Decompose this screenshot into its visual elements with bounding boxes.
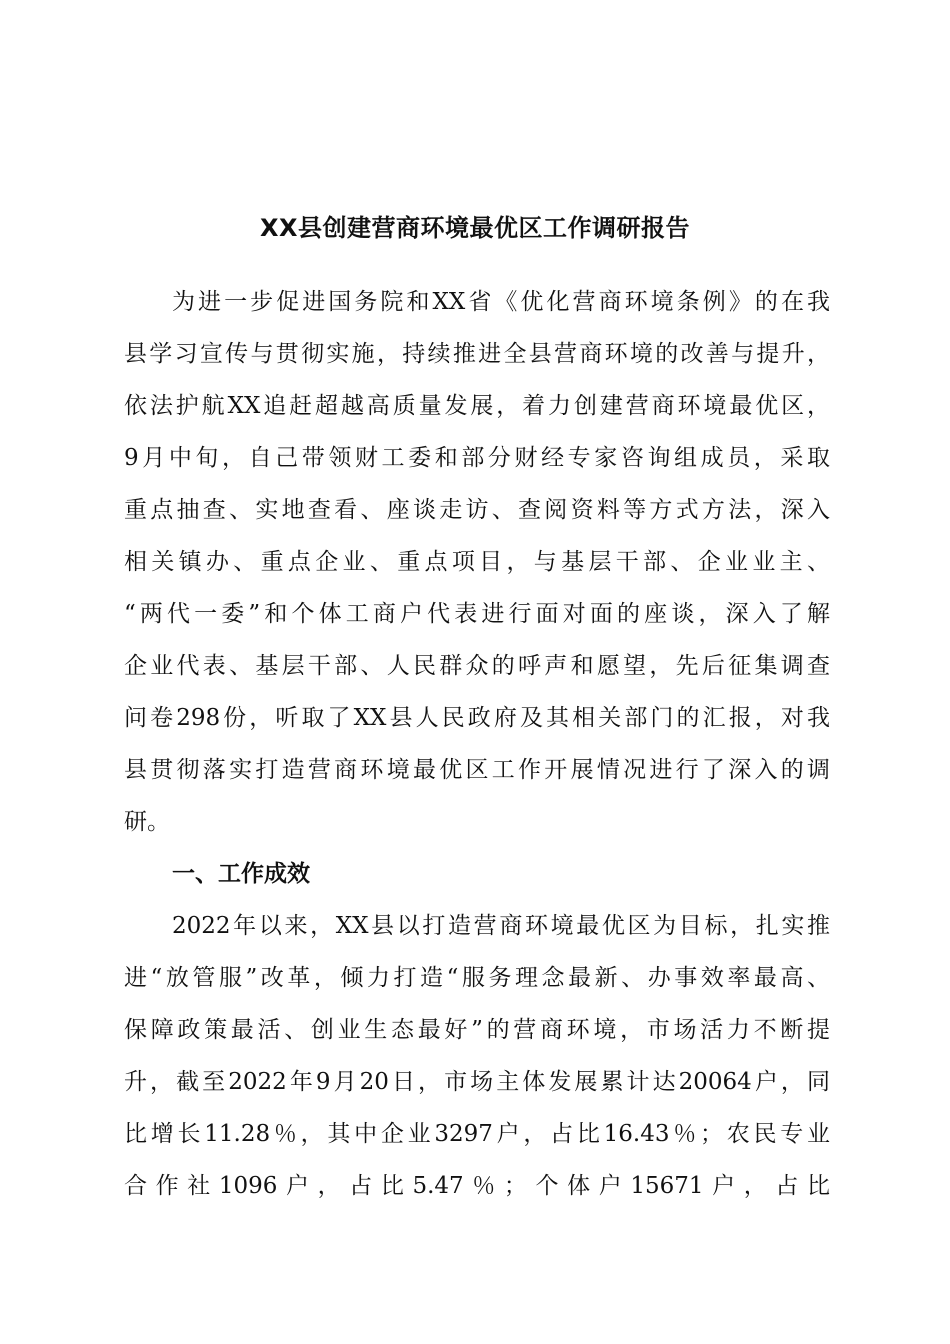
- intro-line-9: 问卷298份，听取了XX县人民政府及其相关部门的汇报，对我: [124, 705, 830, 731]
- document-title: XX县创建营商环境最优区工作调研报告: [259, 214, 690, 242]
- intro-line-11: 研。: [124, 809, 170, 835]
- intro-line-1: 为进一步促进国务院和XX省《优化营商环境条例》的在我: [172, 289, 830, 315]
- intro-line-3: 依法护航XX追赶超越高质量发展，着力创建营商环境最优区，: [124, 393, 830, 419]
- intro-line-5: 重点抽查、实地查看、座谈走访、查阅资料等方式方法，深入: [124, 497, 830, 523]
- intro-line-2: 县学习宣传与贯彻实施，持续推进全县营商环境的改善与提升，: [124, 341, 830, 367]
- section1-line-3: 保障政策最活、创业生态最好”的营商环境，市场活力不断提: [124, 1017, 830, 1043]
- section1-line-6: 合作社1096户，占比5.47％；个体户15671户，占比: [124, 1173, 830, 1199]
- intro-line-6: 相关镇办、重点企业、重点项目，与基层干部、企业业主、: [124, 549, 830, 575]
- intro-line-8: 企业代表、基层干部、人民群众的呼声和愿望，先后征集调查: [124, 653, 830, 679]
- section1-line-2: 进“放管服”改革，倾力打造“服务理念最新、办事效率最高、: [124, 965, 830, 991]
- intro-line-7: “两代一委”和个体工商户代表进行面对面的座谈，深入了解: [124, 601, 830, 627]
- intro-line-4: 9月中旬，自己带领财工委和部分财经专家咨询组成员，采取: [124, 445, 830, 471]
- section-heading: 一、工作成效: [172, 861, 310, 887]
- intro-line-10: 县贯彻落实打造营商环境最优区工作开展情况进行了深入的调: [124, 757, 830, 783]
- section1-line-5: 比增长11.28％，其中企业3297户，占比16.43％；农民专业: [124, 1121, 830, 1147]
- section1-line-1: 2022年以来，XX县以打造营商环境最优区为目标，扎实推: [172, 913, 830, 939]
- section1-line-4: 升，截至2022年9月20日，市场主体发展累计达20064户，同: [124, 1069, 830, 1095]
